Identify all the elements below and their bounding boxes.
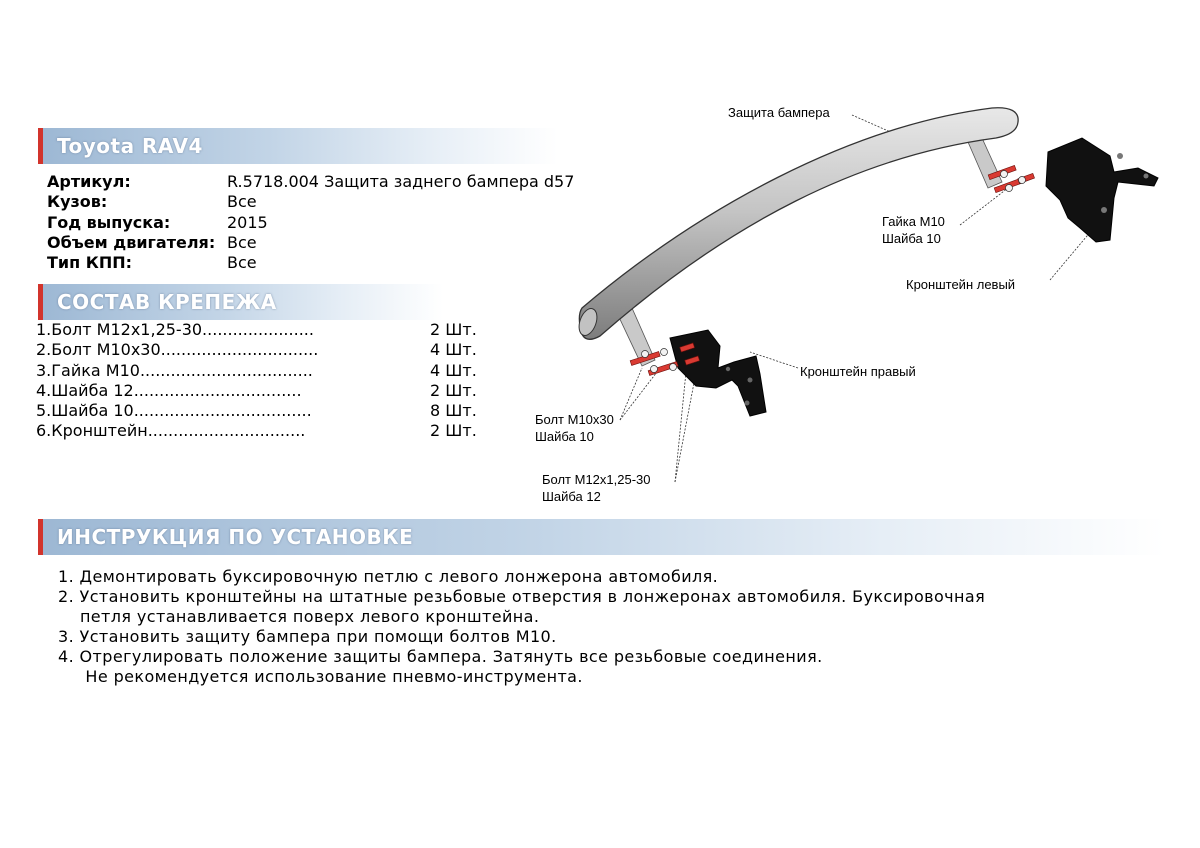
part-qty: 4 Шт. — [430, 340, 477, 360]
label-washer-12: Шайба 12 — [542, 489, 601, 504]
label-bracket-left: Кронштейн левый — [906, 277, 1016, 292]
label-bumper-guard: Защита бампера — [728, 105, 830, 120]
spec-value: Все — [227, 253, 257, 273]
label-bolt-m10x30: Болт М10х30 — [535, 412, 614, 427]
part-row — [36, 381, 496, 401]
instruction-line: 3. Установить защиту бампера при помощи болтов М10. — [58, 627, 557, 646]
assembly-diagram — [520, 90, 1200, 510]
fasteners-title: СОСТАВ КРЕПЕЖА — [57, 290, 277, 314]
label-washer-10-bottom: Шайба 10 — [535, 429, 594, 444]
part-qty: 2 Шт. — [430, 320, 477, 339]
label-bolt-m12: Болт М12х1,25-30 — [542, 472, 651, 487]
part-row — [36, 401, 496, 421]
spec-value: 2015 — [227, 212, 268, 232]
spec-label: Тип КПП: — [47, 253, 133, 273]
instruction-line: 2. Установить кронштейны на штатные резьбовые отверстия в лонжеронах автомобиля. Буксировочная — [58, 587, 986, 606]
instructions-title: ИНСТРУКЦИЯ ПО УСТАНОВКЕ — [57, 525, 414, 549]
spec-value: R.5718.004 Защита заднего бампера d57 — [227, 172, 575, 191]
spec-row — [47, 172, 574, 192]
parts-list — [36, 320, 496, 442]
spec-value: Все — [227, 232, 257, 252]
instruction-line: Не рекомендуется использование пневмо-инструмента. — [58, 667, 583, 686]
bracket-left-shape — [968, 138, 1158, 242]
part-name: 3.Гайка М10.................................. — [36, 360, 313, 380]
instruction-line: 1. Демонтировать буксировочную петлю с левого лонжерона автомобиля. — [58, 567, 719, 586]
part-row — [36, 361, 496, 381]
part-name: 5.Шайба 10................................... — [36, 401, 312, 421]
assembly-drawing — [520, 90, 1200, 510]
instruction-line: петля устанавливается поверх левого кронштейна. — [58, 607, 540, 626]
instructions-list — [58, 567, 985, 687]
part-row — [36, 320, 496, 340]
part-name: 6.Кронштейн............................... — [36, 421, 306, 441]
spec-label: Объем двигателя: — [47, 232, 216, 252]
part-name: 4.Шайба 12................................. — [36, 380, 302, 400]
spec-row — [47, 253, 574, 273]
part-qty: 2 Шт. — [430, 421, 477, 441]
car-model-title: Toyota RAV4 — [57, 134, 203, 158]
spec-label: Кузов: — [47, 192, 108, 212]
label-washer-10-top: Шайба 10 — [882, 231, 941, 246]
part-name: 2.Болт М10х30............................... — [36, 340, 319, 360]
label-nut-m10: Гайка М10 — [882, 214, 945, 229]
instruction-line: 4. Отрегулировать положение защиты бампера. Затянуть все резьбовые соединения. — [58, 647, 823, 666]
part-qty: 4 Шт. — [430, 360, 477, 380]
spec-row — [47, 213, 574, 233]
spec-label: Год выпуска: — [47, 212, 171, 232]
spec-value: Все — [227, 192, 257, 212]
car-model-banner — [38, 128, 558, 164]
instructions-banner — [38, 519, 1165, 555]
bracket-right-shape — [618, 308, 766, 416]
bumper-guard-shape — [576, 108, 1018, 340]
part-name: 1.Болт М12х1,25-30...................... — [36, 320, 314, 339]
part-row — [36, 421, 496, 441]
part-qty: 8 Шт. — [430, 401, 477, 421]
spec-row — [47, 233, 574, 253]
fasteners-banner — [38, 284, 443, 320]
spec-table — [47, 172, 574, 273]
part-row — [36, 340, 496, 360]
part-qty: 2 Шт. — [430, 380, 477, 400]
spec-row — [47, 192, 574, 212]
label-bracket-right: Кронштейн правый — [800, 364, 916, 379]
spec-label: Артикул: — [47, 172, 131, 191]
